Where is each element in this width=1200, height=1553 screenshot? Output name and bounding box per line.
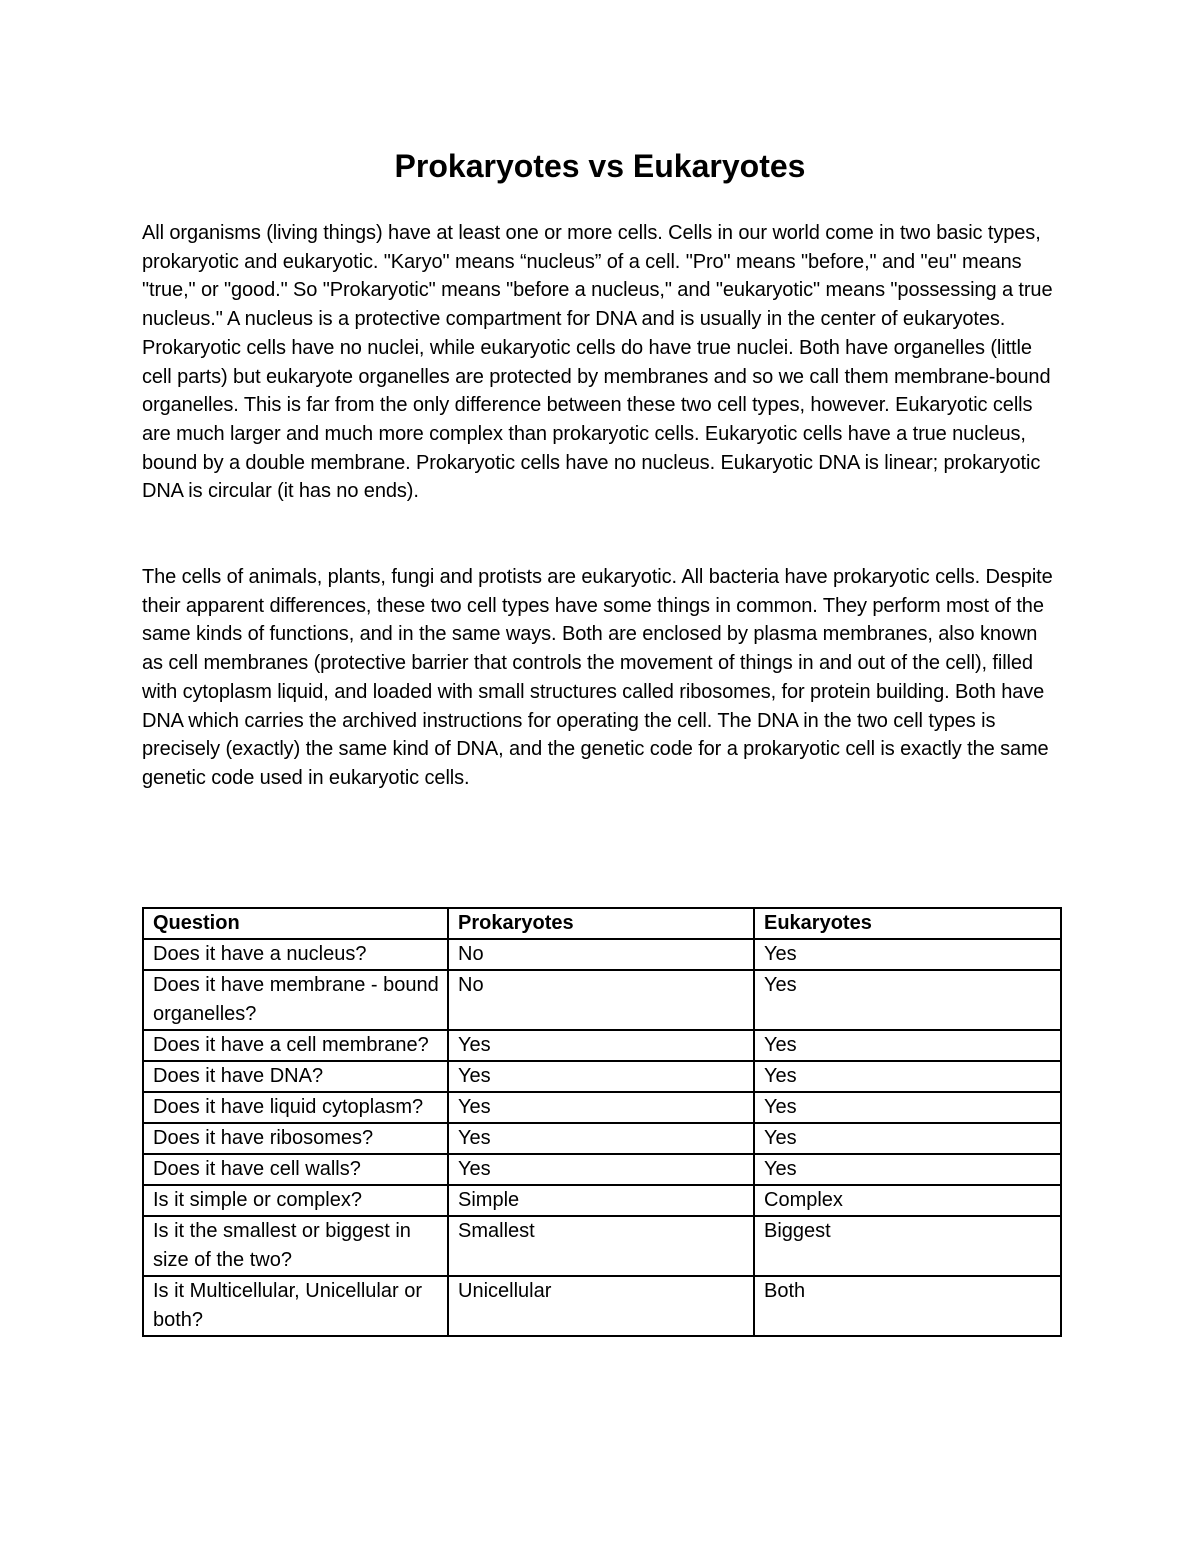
table-row	[143, 1185, 1061, 1216]
table-row	[143, 1276, 1061, 1336]
eukaryote-answer-cell: Yes	[754, 939, 1061, 970]
eukaryote-answer-cell: Yes	[754, 1154, 1061, 1185]
question-cell: Does it have liquid cytoplasm?	[143, 1092, 448, 1123]
table-row	[143, 1154, 1061, 1185]
question-cell: Does it have DNA?	[143, 1061, 448, 1092]
question-cell: Is it the smallest or biggest in size of the two?	[143, 1216, 448, 1276]
table-row	[143, 1030, 1061, 1061]
eukaryote-answer-cell: Yes	[754, 1123, 1061, 1154]
table-row	[143, 1061, 1061, 1092]
prokaryote-answer-cell: Yes	[448, 1154, 754, 1185]
header-prokaryotes: Prokaryotes	[448, 908, 754, 939]
prokaryote-answer-cell: No	[448, 970, 754, 1030]
eukaryote-answer-cell: Biggest	[754, 1216, 1061, 1276]
question-cell: Does it have membrane - bound organelles?	[143, 970, 448, 1030]
table-row	[143, 939, 1061, 970]
question-cell: Does it have ribosomes?	[143, 1123, 448, 1154]
prokaryote-answer-cell: Yes	[448, 1123, 754, 1154]
comparison-table	[142, 907, 1062, 1337]
table-row	[143, 970, 1061, 1030]
table-row	[143, 1123, 1061, 1154]
eukaryote-answer-cell: Yes	[754, 1061, 1061, 1092]
question-cell: Is it simple or complex?	[143, 1185, 448, 1216]
comparison-paragraph: The cells of animals, plants, fungi and protists are eukaryotic. All bacteria have prokaryotic cells. Despite their apparent differences, these two cell types have some things in common. They perform most of the same kinds of functions, and in the same ways. Both are enclosed by plasma membranes, also known as cell membranes (protective barrier that controls the movement of things in and out of the cell), filled with cytoplasm liquid, and loaded with small structures called ribosomes, for protein building. Both have DNA which carries the archived instructions for operating the cell. The DNA in the two cell types is precisely (exactly) the same kind of DNA, and the genetic code for a prokaryotic cell is exactly the same genetic code used in eukaryotic cells.	[142, 566, 1053, 789]
prokaryote-answer-cell: Yes	[448, 1061, 754, 1092]
prokaryote-answer-cell: Yes	[448, 1092, 754, 1123]
table-row	[143, 1092, 1061, 1123]
question-cell: Does it have a cell membrane?	[143, 1030, 448, 1061]
header-question: Question	[143, 908, 448, 939]
eukaryote-answer-cell: Yes	[754, 1030, 1061, 1061]
eukaryote-answer-cell: Both	[754, 1276, 1061, 1336]
question-cell: Does it have a nucleus?	[143, 939, 448, 970]
prokaryote-answer-cell: Smallest	[448, 1216, 754, 1276]
page-title: Prokaryotes vs Eukaryotes	[394, 148, 806, 184]
table-header-row	[143, 908, 1061, 939]
question-cell: Does it have cell walls?	[143, 1154, 448, 1185]
header-eukaryotes: Eukaryotes	[754, 908, 1061, 939]
prokaryote-answer-cell: No	[448, 939, 754, 970]
prokaryote-answer-cell: Simple	[448, 1185, 754, 1216]
eukaryote-answer-cell: Yes	[754, 970, 1061, 1030]
eukaryote-answer-cell: Yes	[754, 1092, 1061, 1123]
question-cell: Is it Multicellular, Unicellular or both?	[143, 1276, 448, 1336]
intro-paragraph: All organisms (living things) have at least one or more cells. Cells in our world come in two basic types, prokaryotic and eukaryotic. "Karyo" means “nucleus” of a cell. "Pro" means "before," and "eu" means "true," or "good." So "Prokaryotic" means "before a nucleus," and "eukaryotic" means "possessing a true nucleus." A nucleus is a protective compartment for DNA and is usually in the center of eukaryotes. Prokaryotic cells have no nuclei, while eukaryotic cells do have true nuclei. Both have organelles (little cell parts) but eukaryote organelles are protected by membranes and so we call them membrane-bound organelles. This is far from the only difference between these two cell types, however. Eukaryotic cells are much larger and much more complex than prokaryotic cells. Eukaryotic cells have a true nucleus, bound by a double membrane. Prokaryotic cells have no nucleus. Eukaryotic DNA is linear; prokaryotic DNA is circular (it has no ends).	[142, 222, 1053, 503]
prokaryote-answer-cell: Yes	[448, 1030, 754, 1061]
eukaryote-answer-cell: Complex	[754, 1185, 1061, 1216]
table-row	[143, 1216, 1061, 1276]
prokaryote-answer-cell: Unicellular	[448, 1276, 754, 1336]
